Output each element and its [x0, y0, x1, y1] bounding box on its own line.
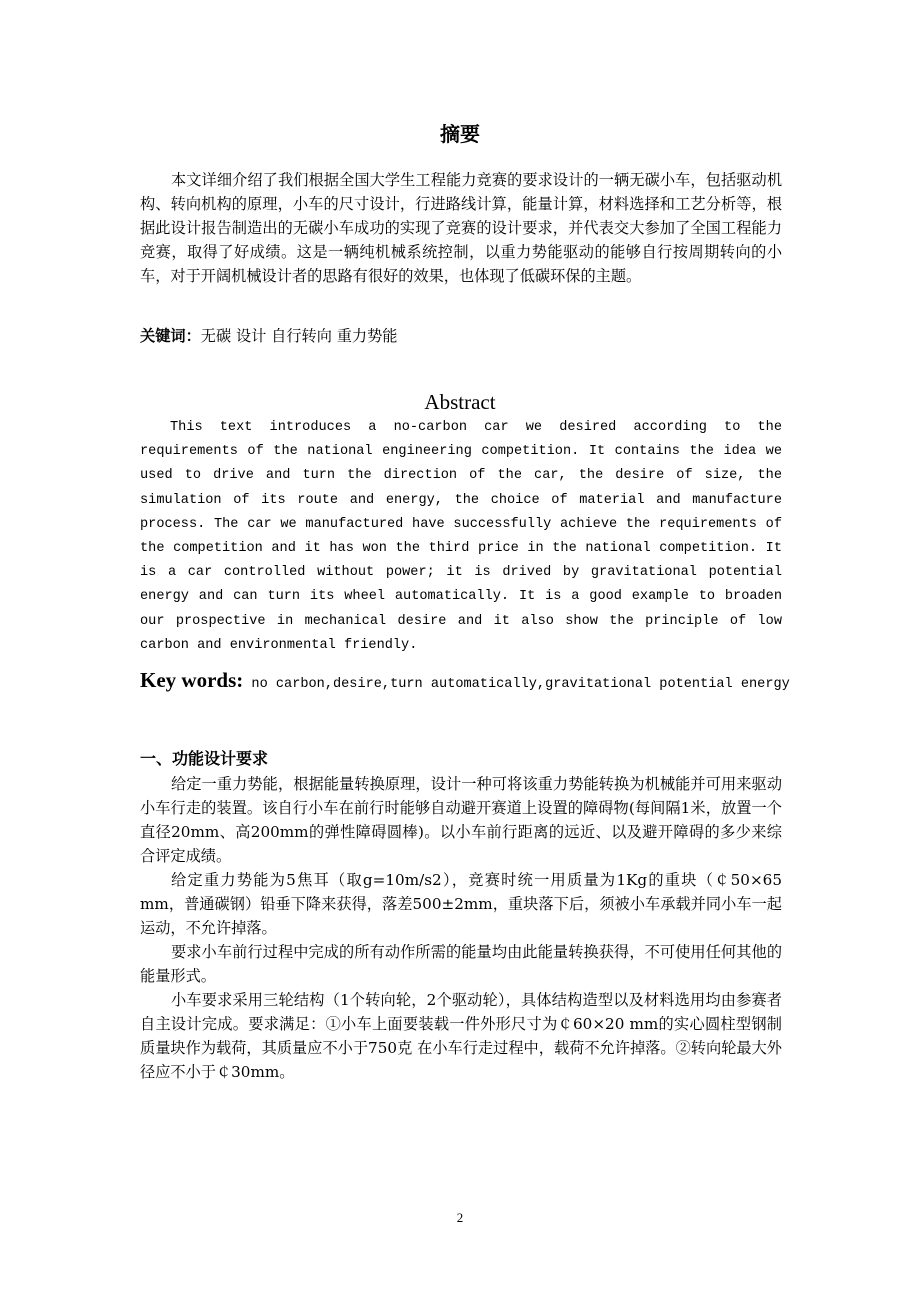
abstract-en-body: This text introduces a no-carbon car we desired according to the requirements of the national engineering competition. It contains the idea we used to drive and turn the direction of the car, the desire of size, the simulation of its route and energy, the choice of material and manufacture process. The car we manufactured have successfully achieve the requirements of the competition and it has won the third price in the national competition. It is a car controlled without power; it is drived by gravitational potential energy and can turn its wheel automatically. It is a good example to broaden our prospective in mechanical desire and it also show the principle of low carbon and environmental friendly.	[140, 420, 782, 653]
section-heading: 一、功能设计要求	[140, 749, 269, 768]
keywords-en-values: no carbon,desire,turn automatically,gravitational potential energy	[243, 677, 790, 692]
keywords-cn-label: 关键词：	[140, 327, 201, 345]
keywords-en-label: Key words:	[140, 668, 244, 692]
page-number: 2	[456, 1210, 464, 1225]
section-paragraph: 给定一重力势能，根据能量转换原理，设计一种可将该重力势能转换为机械能并可用来驱动小车行走的装置。该自行小车在前行时能够自动避开赛道上设置的障碍物(每间隔1米，放置一个直径20mm、高200mm的弹性障碍圆棒)。以小车前行距离的远近、以及避开障碍的多少来综合评定成绩。	[140, 775, 782, 865]
keywords-cn-values: 无碳 设计 自行转向 重力势能	[200, 327, 398, 345]
abstract-cn-body: 本文详细介绍了我们根据全国大学生工程能力竞赛的要求设计的一辆无碳小车，包括驱动机构、转向机构的原理，小车的尺寸设计，行进路线计算，能量计算，材料选择和工艺分析等，根据此设计报告制造出的无碳小车成功的实现了竞赛的设计要求，并代表交大参加了全国工程能力竞赛，取得了好成绩。这是一辆纯机械系统控制，以重力势能驱动的能够自行按周期转向的小车，对于开阔机械设计者的思路有很好的效果，也体现了低碳环保的主题。	[140, 171, 782, 285]
section-body	[140, 772, 782, 1084]
abstract-en-title: Abstract	[424, 390, 496, 414]
abstract-cn-title: 摘要	[440, 122, 480, 146]
keywords-cn	[140, 324, 397, 348]
section-paragraph: 小车要求采用三轮结构（1个转向轮，2个驱动轮），具体结构造型以及材料选用均由参赛者自主设计完成。要求满足：①小车上面要装载一件外形尺寸为￠60×20 mm的实心圆柱型钢制质量块作为载荷，其质量应不小于750克 在小车行走过程中，载荷不允许掉落。②转向轮最大外径应不小于￠30mm。	[140, 991, 782, 1081]
section-paragraph: 要求小车前行过程中完成的所有动作所需的能量均由此能量转换获得，不可使用任何其他的能量形式。	[140, 943, 782, 985]
section-paragraph: 给定重力势能为5焦耳（取g=10m/s2），竞赛时统一用质量为1Kg的重块（￠50×65 mm，普通碳钢）铅垂下降来获得，落差500±2mm，重块落下后，须被小车承载并同小车一起运动，不允许掉落。	[140, 871, 782, 937]
keywords-en	[140, 668, 790, 693]
